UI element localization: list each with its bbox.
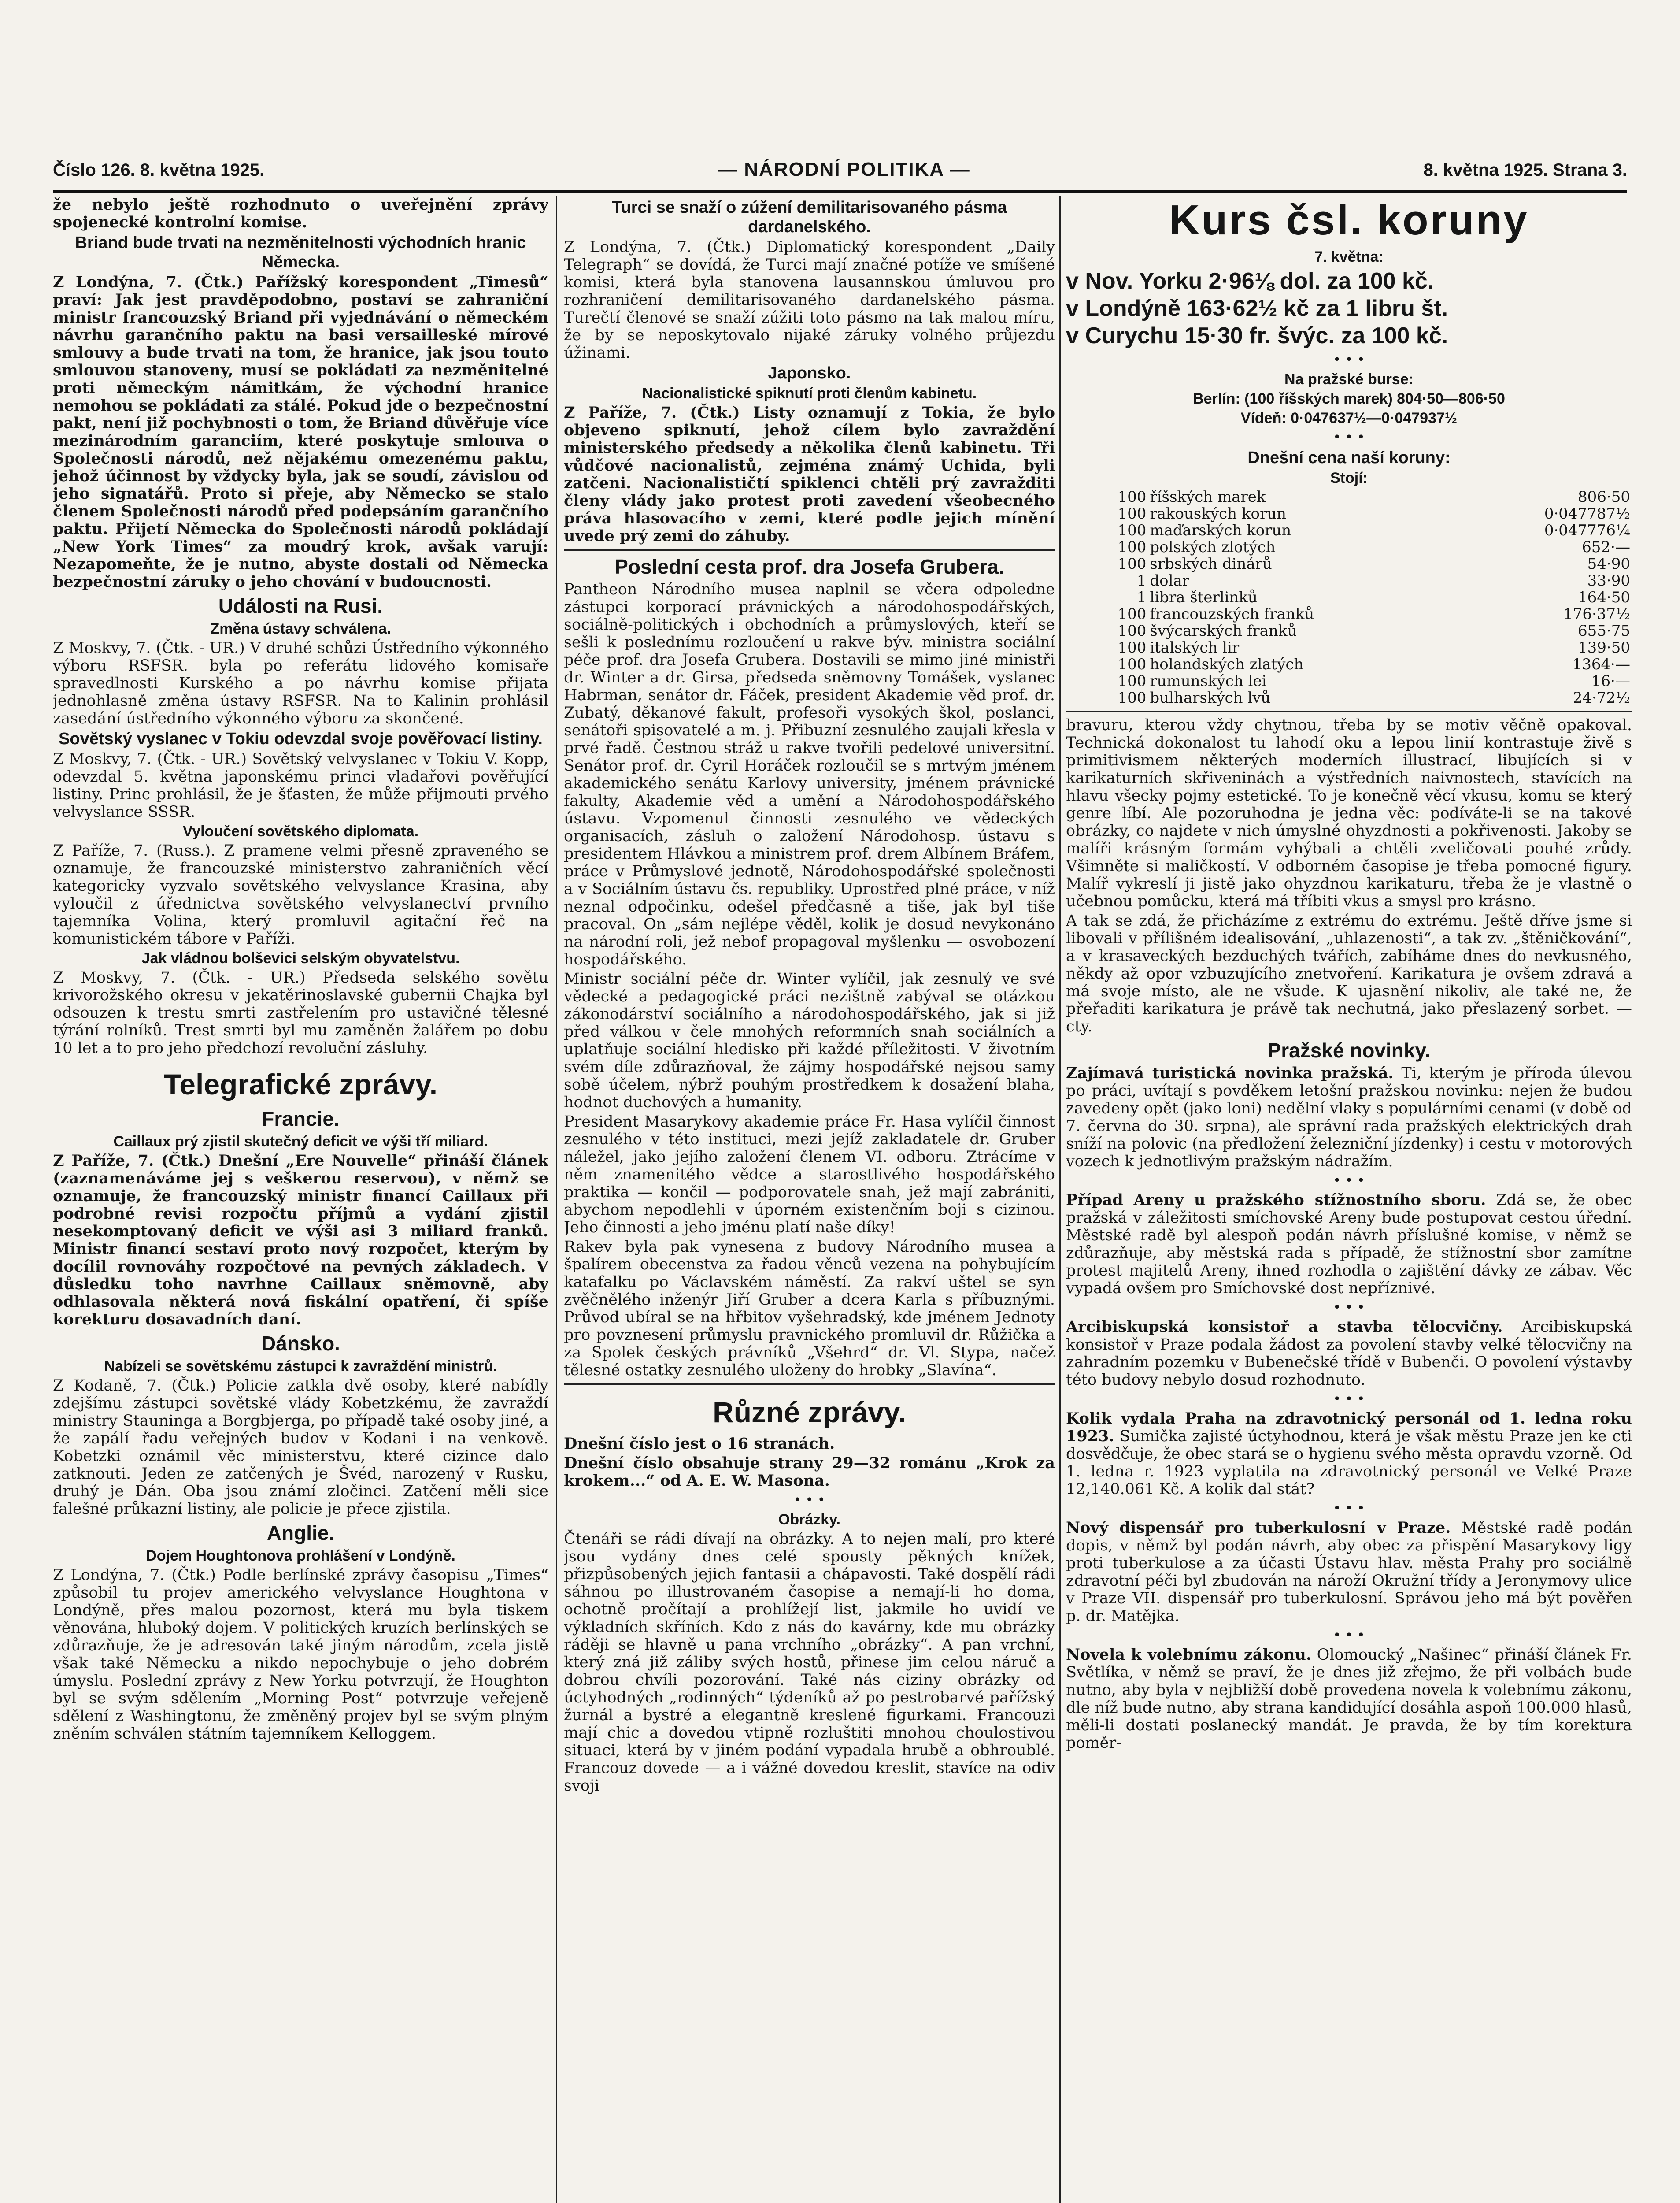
country-heading: Francie. xyxy=(262,1107,340,1130)
article-title: Turci se snaží o zúžení demilitarisovaného pásma dardanelského. xyxy=(612,198,1007,236)
currency-row xyxy=(1066,656,1632,673)
currency-name: maďarských korun xyxy=(1150,522,1291,539)
exchange-rate-title: Kurs čsl. koruny xyxy=(1169,197,1529,244)
currency-name: srbských dinárů xyxy=(1150,555,1272,573)
section-title: Události na Rusi. xyxy=(218,594,383,617)
article-body: Z Moskvy, 7. (Čtk. - UR.) Předseda selského sovětu krivorožského okresu v jekatěrinoslavské gubernii Chajka byl odsouzen k trestu smrti zastřelením pro ustavičné tělesné týrání rolníků. Trest smrti byl mu zaměněn žalářem po dobu 10 let a to pro jeho předchozí revoluční zásluhy. xyxy=(53,969,548,1057)
currency-row xyxy=(1066,606,1632,623)
article-title: Briand bude trvati na nezměnitelnosti východních hranic Německa. xyxy=(75,234,526,271)
currency-name: rumunských lei xyxy=(1150,672,1267,690)
issue-number: Číslo 126. 8. května 1925. xyxy=(53,160,265,180)
article-body: Z Paříže, 7. (Čtk.) Listy oznamují z Tokia, že bylo objeveno spiknutí, jehož cílem bylo zavraždění ministerského předsedy a několika členů kabinetu. Tři vůdčové nacionalistů, zejména známý Uchida, byli zatčeni. Nacionalističtí spiklenci chtěli prý zavražditi členy vlády jako protest proti zavedení všeobecného práva hlasovacího v zemi, které podle jejich mínění uvede prý zemi do záhuby. xyxy=(564,404,1055,545)
subheading: Na pražské burse: xyxy=(1284,371,1414,388)
ornament: • • • xyxy=(1333,1628,1365,1643)
price-caption: Stojí: xyxy=(1330,470,1368,486)
ornament: • • • xyxy=(1333,1300,1365,1315)
subheading: Sovětský vyslanec v Tokiu odevzdal svoje pověřovací listiny. xyxy=(59,730,543,748)
article-body: Ministr sociální péče dr. Winter vylíčil, jak zesnulý ve své vědecké a pedagogické práci nezištně zabýval se otázkou zákonodárství sociálního a národohospodářského, jak si již před válkou v čele mnohých reformních snah sociálních a uplatňuje sociální hledisko při každé příležitosti. V životním svém díle zdůrazňoval, že zájmy hospodářské nejsou samy sobě účelem, nýbrž pouhým prostředkem k dosažení blaha, hodnot duchových a humanity. xyxy=(564,970,1055,1111)
currency-value: 655·75 xyxy=(1578,622,1630,640)
rate-line: v Londýně 163·62½ kč za 1 libru št. xyxy=(1066,296,1448,321)
ornament: • • • xyxy=(1333,1391,1365,1407)
article-body: bravuru, kterou vždy chytnou, třeba by se motiv věčně opakoval. Technická dokonalost tu lahodí oku a lepou linií kontrastuje živě s primitivismem některých moderních illustrací, libujících si v karikaturních skřiveninách a výstředních naivnostech, stavících na hlavu všecky pojmy estetické. To je konečně věcí vkusu, komu se který genre líbí. Ale pozoruhodna je jedna věc: podíváte-li se na takové obrázky, co najdete v nich úmyslné ohyzdnosti a pokřivenosti. Jakoby se malíři krásným formám vyhýbali a chtěli zveličovati pouhé zrůdy. Všimněte si maličkostí. V odborném časopise je třeba pomocné figury. Malíř vykreslí ji jistě jako ohyzdnou karikaturu, třeba že je vlastně o učebnou pomůcku, která má tříbiti vkus a smysl pro krásno. xyxy=(1066,716,1632,910)
subheading: Caillaux prý zjistil skutečný deficit ve výši tří miliard. xyxy=(113,1133,488,1150)
subheading: Dojem Houghtonova prohlášení v Londýně. xyxy=(146,1547,455,1564)
item-body: Městské radě podán dopis, v němž byl podán návrh, aby obec za přispění Masarykovy ligy proti tuberkulose a za účasti Ústavu hlav. města Prahy pro sociálně zdravotní péči byl zbudován na nároží Okružní třídy a Jeronymovy ulice v Praze VII. dispensář pro tuberkulosní. Správou jeho má být pověřen p. dr. Matějka. xyxy=(1066,1519,1632,1625)
item-title: Kolik vydala Praha na zdravotnický personál od 1. ledna roku 1923. xyxy=(1066,1409,1632,1445)
currency-name: bulharských lvů xyxy=(1150,689,1271,707)
subheading: Obrázky. xyxy=(778,1511,841,1528)
article-body: President Masarykovy akademie práce Fr. Hasa vylíčil činnost zesnulého v této instituci, mezi jejíž zakladatele dr. Gruber náležel, jako jejího založení členem VI. odboru. Ztrácíme v něm znamenitého vědce a starostlivého hospodářského praktika — končil — podporovatele snah, jež mají zabrániti, abychom nepodlehli v úporném existenčním boji s cizinou. Jeho činnosti a jeho jménu platí naše díky! xyxy=(564,1113,1055,1236)
currency-row xyxy=(1066,623,1632,639)
currency-amount: 100 xyxy=(1118,555,1147,573)
currency-value: 1364·— xyxy=(1572,656,1630,673)
currency-value: 24·72½ xyxy=(1573,689,1630,707)
rate-line: v Curychu 15·30 fr. švýc. za 100 kč. xyxy=(1066,323,1448,349)
page-date: 8. května 1925. Strana 3. xyxy=(1423,160,1627,180)
column-middle xyxy=(564,196,1055,2203)
article-body: Čtenáři se rádi dívají na obrázky. A to nejen malí, pro které jsou vydány dnes celé spousty pěkných knížek, přizpůsobených jejich fantasii a chápavosti. Také dospělí rádi sáhnou po illustrovaném časopise a nemají-li ho doma, ochotně pročítají a prohlížejí list, jakmile ho uvidí ve výkladních skříních. Kdo z nás do kavárny, kde mu obrázky ráději se hlavně u pana vrchního „obrázky“. A pan vrchní, který zná již záliby svých hostů, přinese jim celou náruč a dobrou chvíli pozorování. Také nás ciziny obrázky od úctyhodných „rodinných“ týdeníků až po pestrobarvé pařížský žurnál a bystré a elegantně kreslené figurkami. Francouzi mají chic a dovedou vtipně rozluštiti mnohou choulostivou situaci, která by v jiném podání vypadala hrubě a obhroublé. Francouz dovede — a i vážné dovedou kreslit, stavíce na odiv svoji xyxy=(564,1530,1055,1795)
item-body: Ti, kterým je příroda úlevou po práci, uvítají s povděkem letošní pražskou novinku: nejen že budou zavedeny opět (jako loni) nedělní vlaky s populárními cenami (v době od 7. června do 30. srpna), ale správní rada pražských elektrických drah sníží na polovic (na předložení železniční jízdenky) i cestu v motorových vozech k jednotlivým pražským nádražím. xyxy=(1066,1064,1632,1170)
currency-amount: 100 xyxy=(1118,656,1147,673)
berlin-rate: Berlín: (100 říšských marek) 804·50—806·50 xyxy=(1193,390,1505,407)
item-title: Případ Areny u pražského stížnostního sboru. xyxy=(1066,1191,1486,1209)
article-body: A tak se zdá, že přicházíme z extrému do extrému. Ještě dříve jsme si libovali v přílišném idealisování, „uhlazenosti“, a tak zv. „štěničkování“, a v krasaveckých bezduchých tvářích, zabíháme dnes do nevkusného, někdy až opor vzbuzujícího znetvoření. Karikatura je ovšem zdravá a má svoje místo, ale ne všude. K ujasnění nikoliv, ale také ne, že přeřaditi karikatura je právě tak nechutná, jako přeslazený sorbet. —cty. xyxy=(1066,912,1632,1035)
price-title: Dnešní cena naší koruny: xyxy=(1247,449,1451,467)
subheading: Nacionalistické spiknutí proti členům kabinetu. xyxy=(642,385,977,402)
currency-name: polských zlotých xyxy=(1150,538,1276,556)
currency-amount: 100 xyxy=(1118,522,1147,539)
country-heading: Anglie. xyxy=(266,1521,335,1544)
item-body: Sumička zajisté úctyhodnou, která je však městu Praze jen ke cti dosvědčuje, že obec stará se o hygienu svého města opravdu vzorně. Od 1. ledna r. 1923 vyplatila na zdravotnický personál ve Velké Praze 12,140.061 Kč. A kolik dal stát? xyxy=(1066,1428,1632,1498)
divider xyxy=(564,549,1055,551)
page-header xyxy=(53,159,1627,189)
currency-table xyxy=(1066,489,1632,706)
rate-line: v Nov. Yorku 2·96⅛ dol. za 100 kč. xyxy=(1066,268,1434,294)
currency-value: 806·50 xyxy=(1578,488,1630,506)
section-title: Telegrafické zprávy. xyxy=(163,1068,438,1101)
country-heading: Japonsko. xyxy=(768,364,851,382)
article-body: Pantheon Národního musea naplnil se včera odpoledne zástupci korporací právnických a národohospodářských, sociálně-politických i obchodních a průmyslových, kteří se sešli k poslednímu rozloučení u rakve býv. ministra sociální péče prof. dra Josefa Grubera. Dostavili se mimo jiné ministři dr. Winter a dr. Girsa, předseda sněmovny Tomášek, vyslanec Habrman, senátor dr. Fáček, president Akademie věd prof. dr. Zubatý, děkanové fakult, profesoři vysokých škol, poslanci, senátoři spisovatelé a m. j. Přibuzní zesnulého zaujali křesla v prvé řadě. Čestnou stráž u rakve tvořili pedelové universitní. Senátor prof. dr. Cyril Horáček rozloučil se s mrtvým jménem akademického senátu Karlovy university, jménem právnické fakulty, Akademie věd a umění a Národohospodářského ústavu. Vzpomenul činnosti zesnulého ve vědeckých organisacích, zásluh o založení Národohosp. ústavu s presidentem Hlávkou a ministrem prof. drem Albínem Bráfem, práce v Průmyslové jednotě, Národohospodářské společnosti a v Sociálním ústavu čs. republiky. Uprostřed plné práce, v níž neznal odpočinku, odešel předčasně a tiše, jak byl tiše pracoval. On „sám nejlépe věděl, kolik je dosud nevykonáno na národní roli, jež nebof propagoval myšlenku — osvobození hospodářského. xyxy=(564,581,1055,968)
subheading: Změna ústavy schválena. xyxy=(210,620,391,637)
column-left xyxy=(53,196,548,2203)
ornament: • • • xyxy=(1333,1501,1365,1516)
section-title: Pražské novinky. xyxy=(1267,1039,1431,1062)
currency-amount: 100 xyxy=(1118,605,1147,623)
intro-text: že nebylo ještě rozhodnuto o uveřejnění zprávy spojenecké kontrolní komise. xyxy=(53,196,548,231)
item-title: Nový dispensář pro tuberkulosní v Praze. xyxy=(1066,1519,1451,1537)
ornament: • • • xyxy=(1333,352,1365,367)
article-body: Z Moskvy, 7. (Čtk. - UR.) Sovětský velvyslanec v Tokiu V. Kopp, odevzdal 5. května japonskému princi vladařovi pověřující listiny. Princ prohlásil, že je šťasten, že může přijmouti prvého velvyslance SSSR. xyxy=(53,750,548,821)
subheading: Jak vládnou bolševici selským obyvatelstvu. xyxy=(141,950,460,967)
article-body: Z Moskvy, 7. (Čtk. - UR.) V druhé schůzi Ústředního výkonného výboru RSFSR. byla po referátu lidového komisaře spravedlnosti Kurského a po návrhu komise přijata jednohlasně změna ústavy RSFSR. Na to Kalinin prohlásil zasedání ústředního výkonného výboru za skončené. xyxy=(53,639,548,727)
item-body: Arcibiskupská konsistoř v Praze podala žádost za povolení stavby velké tělocvičny na zahradním pozemku v Bubenečské třídě v Bubenči. O povolení výstavby této budovy nebylo dosud rozhodnuto. xyxy=(1066,1318,1632,1389)
header-rule xyxy=(53,190,1627,193)
currency-row xyxy=(1066,639,1632,656)
column-right xyxy=(1066,196,1632,2203)
article-body: Z Paříže, 7. (Russ.). Z pramene velmi přesně zpraveného se oznamuje, že francouzské ministerstvo zahraničních věcí kategoricky vyzvalo sovětského velvyslance Krasina, aby vyloučil z úřednictva sovětského velvyslanectví prvního tajemníka Volina, který promluvil agitační řeč na komunistickém tábore v Paříži. xyxy=(53,842,548,948)
article-body: Z Londýna, 7. (Čtk.) Pařížský korespondent „Timesů“ praví: Jak jest pravděpodobno, postaví se zahraniční ministr francouzský Briand při vyjednávání o německém návrhu garančního paktu na basi versailleské mírové smlouvy a bude trvati na tom, že hranice, jak jsou touto smlouvou stanoveny, musí se pokládati za nezměnitelné proti německým námitkám, že východní hranice nemohou se pokládati za stálé. Pokud jde o bezpečnostní pakt, není již pochybnosti o tom, že Briand důvěřuje více mezinárodním garanciím, které poskytuje smlouva o Společnosti národů, než nějakému omezenému paktu, jehož účinnost by vždycky byla, jak se soudí, závislou od jeho signatářů. Proto si přeje, aby Německo se stalo členem Společnosti národů před podepsáním garančního paktu. Přijetí Německa do Společnosti národů pokládají „New York Times“ za moudrý krok, avšak varují: Nezapomeňte, že je nutno, abyste dostali od Německa bezpečnostní záruky o jeho chování v budoucnosti. xyxy=(53,273,548,591)
subheading: Vyloučení sovětského diplomata. xyxy=(182,823,419,840)
currency-row xyxy=(1066,589,1632,606)
country-heading: Dánsko. xyxy=(261,1332,340,1355)
currency-value: 139·50 xyxy=(1578,639,1630,656)
item-title: Novela k volebnímu zákonu. xyxy=(1066,1646,1312,1664)
currency-amount: 1 xyxy=(1136,572,1147,590)
notice: Dnešní číslo obsahuje strany 29—32 románu „Krok za krokem...“ od A. E. W. Masona. xyxy=(564,1454,1055,1490)
currency-value: 16·— xyxy=(1591,672,1630,690)
currency-value: 176·37½ xyxy=(1563,605,1630,623)
currency-amount: 100 xyxy=(1118,538,1147,556)
article-body: Z Kodaně, 7. (Čtk.) Policie zatkla dvě osoby, které nabídly zdejšímu zástupci sovětské vlády Kobetzkému, že zavraždí ministry Stauninga a Borgbjerga, po případě také osoby jiné, a že zapálí řadu veřejných budov v Kodani i na venkově. Kobetzki oznámil věc ministerstvu, které cizince dalo zatknouti. Jeden ze zatčených je Švéd, narozený v Rusku, druhý je Dán. Oba jsou známí zločinci. Zatčení měli sice falešné průkazní listiny, ale policie je přece zjistila. xyxy=(53,1377,548,1518)
currency-name: francouzských franků xyxy=(1150,605,1314,623)
subheading: Nabízeli se sovětskému zástupci k zavraždění ministrů. xyxy=(104,1358,497,1375)
notice: Dnešní číslo jest o 16 stranách. xyxy=(564,1435,835,1453)
currency-row xyxy=(1066,505,1632,522)
masthead: — NÁRODNÍ POLITIKA — xyxy=(718,159,970,180)
currency-row xyxy=(1066,522,1632,539)
divider xyxy=(564,1383,1055,1385)
currency-row xyxy=(1066,539,1632,556)
article-body: Z Paříže, 7. (Čtk.) Dnešní „Ere Nouvelle“ přináší článek (zaznamenáváme jej s veškerou reservou), v němž se oznamuje, že francouzský ministr financí Caillaux při podrobné revisi rozpočtu příjmů a vydání zjistil nesekomptovaný deficit ve výši asi 3 miliard franků. Ministr financí sestaví proto nový rozpočet, kterým by docílil rovnováhy rozpočtové na pevných základech. V důsledku toho navrhne Caillaux sněmovně, aby odhlasovala některá nová fiskální opatření, či spíše korekturu dosavadních daní. xyxy=(53,1152,548,1328)
item-title: Zajímavá turistická novinka pražská. xyxy=(1066,1064,1394,1082)
currency-amount: 100 xyxy=(1118,622,1147,640)
article-title: Poslední cesta prof. dra Josefa Grubera. xyxy=(614,555,1004,578)
article-body: Z Londýna, 7. (Čtk.) Podle berlínské zprávy časopisu „Times“ způsobil tu projev amerického velvyslance Houghtona v Londýně, přes malou pozornost, která mu byla tiskem věnována, hluboký dojem. V politických kruzích berlínských se zdůrazňuje, že je adresován také jiným národům, zcela jistě však také Německu a nikdo nepochybuje o jeho dobrém úmyslu. Poslední zprávy z New Yorku potvrzují, že Houghton byl se svým sdělením „Morning Post“ potvrzuje veřejeně sdělení z Washingtonu, že změněný projev byl se svým plným zněním schválen státním tajemníkem Kelloggem. xyxy=(53,1566,548,1743)
currency-value: 33·90 xyxy=(1587,572,1630,590)
currency-row xyxy=(1066,556,1632,572)
divider xyxy=(1066,711,1632,712)
currency-value: 0·047787½ xyxy=(1544,505,1630,523)
currency-amount: 100 xyxy=(1118,672,1147,690)
column-divider xyxy=(556,196,557,2203)
ornament: • • • xyxy=(1333,430,1365,445)
currency-name: rakouských korun xyxy=(1150,505,1287,523)
currency-row xyxy=(1066,572,1632,589)
item-body: Olomoucký „Našinec“ přináší článek Fr. Světlíka, v němž se praví, že je dnes již zřejmo, že při volbách bude nutno, aby byla v nejbližší době provedena novela k volebnímu zákonu, dle níž bude nutno, aby strana kandidující dosáhla aspoň 100.000 hlasů, měli-li dostati poslanecký mandát. Je pravda, že by tím korektura poměr- xyxy=(1066,1646,1632,1752)
currency-row xyxy=(1066,690,1632,706)
currency-name: holandských zlatých xyxy=(1150,656,1304,673)
currency-name: dolar xyxy=(1150,572,1190,590)
ornament: • • • xyxy=(793,1492,825,1508)
currency-amount: 100 xyxy=(1118,505,1147,523)
item-body: Zdá se, že obec pražská v záležitosti smíchovské Areny bude postupovat cestou úřední. Městské radě byl alespoň podán návrh příslušné komise, v němž se zdůrazňuje, aby městská rada s případě, že stížnostní sbor zamítne protest majitelů Areny, ihned rozhodla o zajištění dávky ze zábav. Věc vypadá ovšem pro Smíchovské dost nepříznivé. xyxy=(1066,1191,1632,1297)
vienna-rate: Vídeň: 0·047637½—0·047937½ xyxy=(1240,410,1458,427)
currency-value: 54·90 xyxy=(1587,555,1630,573)
ornament: • • • xyxy=(1333,1173,1365,1188)
currency-row xyxy=(1066,489,1632,505)
currency-name: libra šterlinků xyxy=(1150,589,1258,606)
article-body: Z Londýna, 7. (Čtk.) Diplomatický korespondent „Daily Telegraph“ se dovídá, že Turci mají značné potíže ve smíšené komisi, která byla stanovena lausannskou úmluvou pro rozhraničení demilitarisovaného dardanelského pásma. Turečtí členové se snaží zúžiti toto pásmo na tak malou míru, že by se neposkytovalo nijaké záruky volného průjezdu úžinami. xyxy=(564,238,1055,362)
section-title: Různé zprávy. xyxy=(713,1396,906,1428)
currency-amount: 1 xyxy=(1136,589,1147,606)
item-title: Arcibiskupská konsistoř a stavba tělocvičny. xyxy=(1066,1318,1503,1336)
currency-amount: 100 xyxy=(1118,639,1147,656)
currency-amount: 100 xyxy=(1118,689,1147,707)
rate-date: 7. května: xyxy=(1314,248,1384,265)
currency-value: 652·— xyxy=(1582,538,1630,556)
currency-name: italských lir xyxy=(1150,639,1240,656)
currency-row xyxy=(1066,673,1632,690)
currency-name: říšských marek xyxy=(1150,488,1266,506)
currency-name: švýcarských franků xyxy=(1150,622,1297,640)
currency-value: 0·047776¼ xyxy=(1544,522,1630,539)
currency-amount: 100 xyxy=(1118,488,1147,506)
article-body: Rakev byla pak vynesena z budovy Národního musea a špalírem obecenstva za řadou věnců vezena na pohybujícím katafalku po Václavském náměstí. Za rakví uštel se syn zvěčnělého inženýr Jiří Gruber a dcera Karla s příbuznými. Průvod ubíral se na hřbitov vyšehradský, kde jménem Jednoty pro povznesení průmyslu pravnického promluvil dr. Růžička a za Spolek českých právníků „Všehrd“ dr. Vl. Stypa, načež tělesné ostatky zesnulého uloženy do hrobky „Slavína“. xyxy=(564,1238,1055,1379)
column-divider xyxy=(1059,196,1061,2203)
currency-value: 164·50 xyxy=(1578,589,1630,606)
